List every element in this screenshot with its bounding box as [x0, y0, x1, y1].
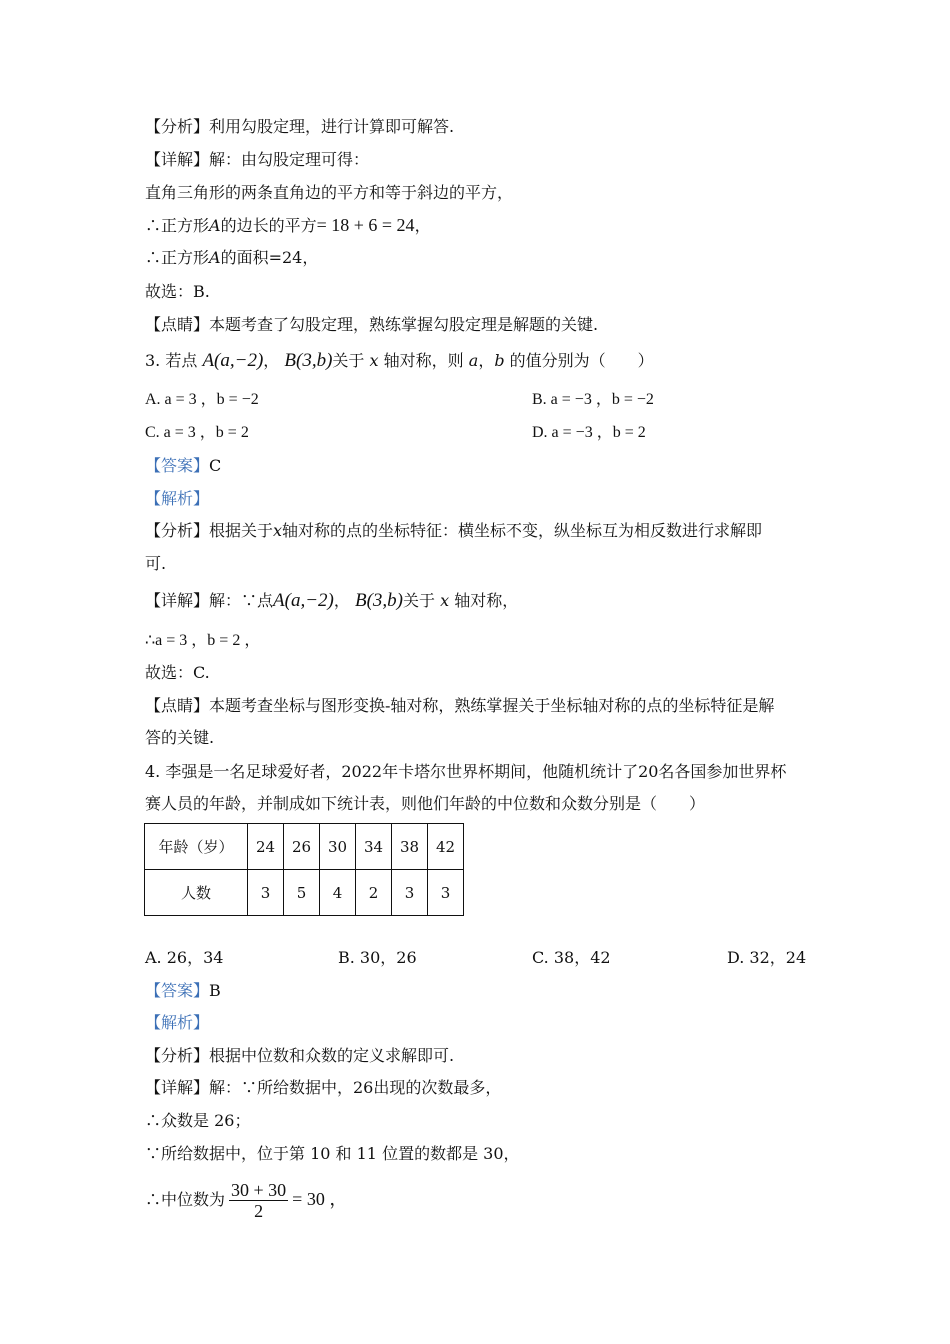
p4-question-line1: 4. 李强是一名足球爱好者，2022年卡塔尔世界杯期间，他随机统计了20名各国参加世界杯: [145, 762, 787, 781]
table-cell: 34: [356, 824, 392, 870]
p4-explain-label: 【解析】: [145, 1013, 210, 1032]
p3-detail-sep: ，: [333, 591, 350, 610]
table-cell: 3: [248, 870, 284, 916]
p3-answer-label: 【答案】: [145, 456, 210, 475]
p4-option-d: D. 32，24: [727, 948, 807, 967]
p3-q-end: 的值分别为（ ）: [509, 351, 654, 370]
p3-analysis-x: x: [273, 521, 283, 540]
fraction-numerator: 30 + 30: [231, 1180, 287, 1200]
table-cell: 26: [284, 824, 320, 870]
p3-detail-end: 轴对称，: [454, 591, 519, 610]
p4-answer-label: 【答案】: [145, 981, 210, 1000]
p2-choice: 故选：B.: [145, 282, 210, 301]
p2-detail: 【详解】解：由勾股定理可得：: [145, 150, 370, 169]
p2-analysis: 【分析】利用勾股定理，进行计算即可解答.: [145, 117, 455, 136]
p3-detail-point-a: A(a,−2): [273, 590, 334, 611]
table-cell: 2: [356, 870, 392, 916]
p3-option-a: A. a = 3 ，b = −2: [145, 391, 259, 408]
p2-line1: 直角三角形的两条直角边的平方和等于斜边的平方，: [145, 183, 514, 202]
p3-explain-label: 【解析】: [145, 489, 210, 508]
p4-answer: [145, 980, 221, 1002]
p2-line3-prefix: ∴正方形: [145, 248, 210, 267]
table-cell: 38: [392, 824, 428, 870]
p3-answer-value: C: [209, 456, 222, 475]
p4-analysis: 【分析】根据中位数和众数的定义求解即可.: [145, 1046, 455, 1065]
p3-detail-prefix: 【详解】解：∵点: [145, 591, 274, 610]
p4-position: ∵所给数据中，位于第 10 和 11 位置的数都是 30，: [145, 1144, 520, 1163]
p3-q-comma: ，: [478, 351, 495, 370]
p3-analysis-rest: 轴对称的点的坐标特征：横坐标不变，纵坐标互为相反数进行求解即: [282, 521, 763, 540]
table-header-age: 年龄（岁）: [145, 824, 248, 870]
p4-mode: ∴众数是 26；: [145, 1111, 251, 1130]
p3-q-mid2: 轴对称，则: [383, 351, 464, 370]
p4-option-a: A. 26，34: [145, 948, 224, 967]
p3-q-mid1: 关于: [332, 351, 365, 370]
p2-line2-var: A: [209, 216, 221, 235]
p4-median: [145, 1176, 347, 1223]
table-cell: 30: [320, 824, 356, 870]
p3-detail-mid: 关于: [402, 591, 435, 610]
table-cell: 3: [428, 870, 464, 916]
p3-analysis-prefix: 【分析】根据关于: [145, 521, 274, 540]
p3-q-a: a: [468, 351, 479, 370]
p3-analysis-line2: 可.: [145, 554, 167, 573]
p4-option-c: C. 38，42: [532, 948, 611, 967]
p2-line3-rest: 的面积=24，: [220, 248, 319, 267]
p4-detail: 【详解】解：∵所给数据中，26出现的次数最多，: [145, 1078, 502, 1097]
p3-q-point-a: A(a,−2): [202, 350, 264, 371]
table-cell: 42: [428, 824, 464, 870]
median-fraction: [229, 1180, 288, 1221]
p3-q-x: x: [369, 351, 379, 370]
p3-question: [145, 350, 654, 372]
p4-option-b: B. 30，26: [338, 948, 417, 967]
table-row: [145, 870, 464, 916]
p3-answer: [145, 455, 221, 477]
p4-median-result: = 30 ，: [292, 1189, 348, 1209]
p3-option-c: C. a = 3 ，b = 2: [145, 424, 249, 441]
p4-median-prefix: ∴中位数为: [145, 1190, 226, 1209]
p3-detail-point-b: B(3,b): [354, 590, 403, 611]
table-cell: 4: [320, 870, 356, 916]
p2-comment: 【点睛】本题考查了勾股定理，熟练掌握勾股定理是解题的关键.: [145, 315, 599, 334]
p3-q-sep: ，: [263, 351, 280, 370]
p3-analysis-line1: [145, 520, 762, 542]
p4-answer-value: B: [209, 981, 221, 1000]
p3-q-b: b: [494, 351, 505, 370]
p4-question-line2: 赛人员的年龄，并制成如下统计表，则他们年龄的中位数和众数分别是（ ）: [145, 794, 706, 813]
p3-detail-x: x: [440, 591, 450, 610]
p3-choice: 故选：C.: [145, 663, 210, 682]
p2-line2-mid: 的边长的平方: [220, 216, 317, 235]
table-row: [145, 824, 464, 870]
fraction-denominator: 2: [254, 1201, 264, 1221]
table-cell: 5: [284, 870, 320, 916]
p2-line2-end: ，: [414, 216, 431, 235]
p2-line3-var: A: [209, 248, 221, 267]
p3-q-point-b: B(3,b): [284, 350, 333, 371]
p3-option-b: B. a = −3 ，b = −2: [532, 391, 654, 408]
p2-line2-math: = 18 + 6 = 24: [316, 215, 415, 235]
p3-result: ∴a = 3 ，b = 2 ，: [145, 632, 261, 649]
table-header-count: 人数: [145, 870, 248, 916]
p2-line2: [145, 214, 431, 237]
age-statistics-table: [144, 823, 464, 916]
p3-comment-line1: 【点睛】本题考查坐标与图形变换-轴对称，熟练掌握关于坐标轴对称的点的坐标特征是解: [145, 696, 775, 715]
p2-line2-prefix: ∴正方形: [145, 216, 210, 235]
p3-option-d: D. a = −3 ，b = 2: [532, 424, 646, 441]
p2-line3: [145, 247, 318, 269]
p3-detail: [145, 590, 518, 612]
table-cell: 3: [392, 870, 428, 916]
p3-comment-line2: 答的关键.: [145, 728, 215, 747]
p3-q-prefix: 3. 若点: [145, 351, 198, 370]
table-cell: 24: [248, 824, 284, 870]
